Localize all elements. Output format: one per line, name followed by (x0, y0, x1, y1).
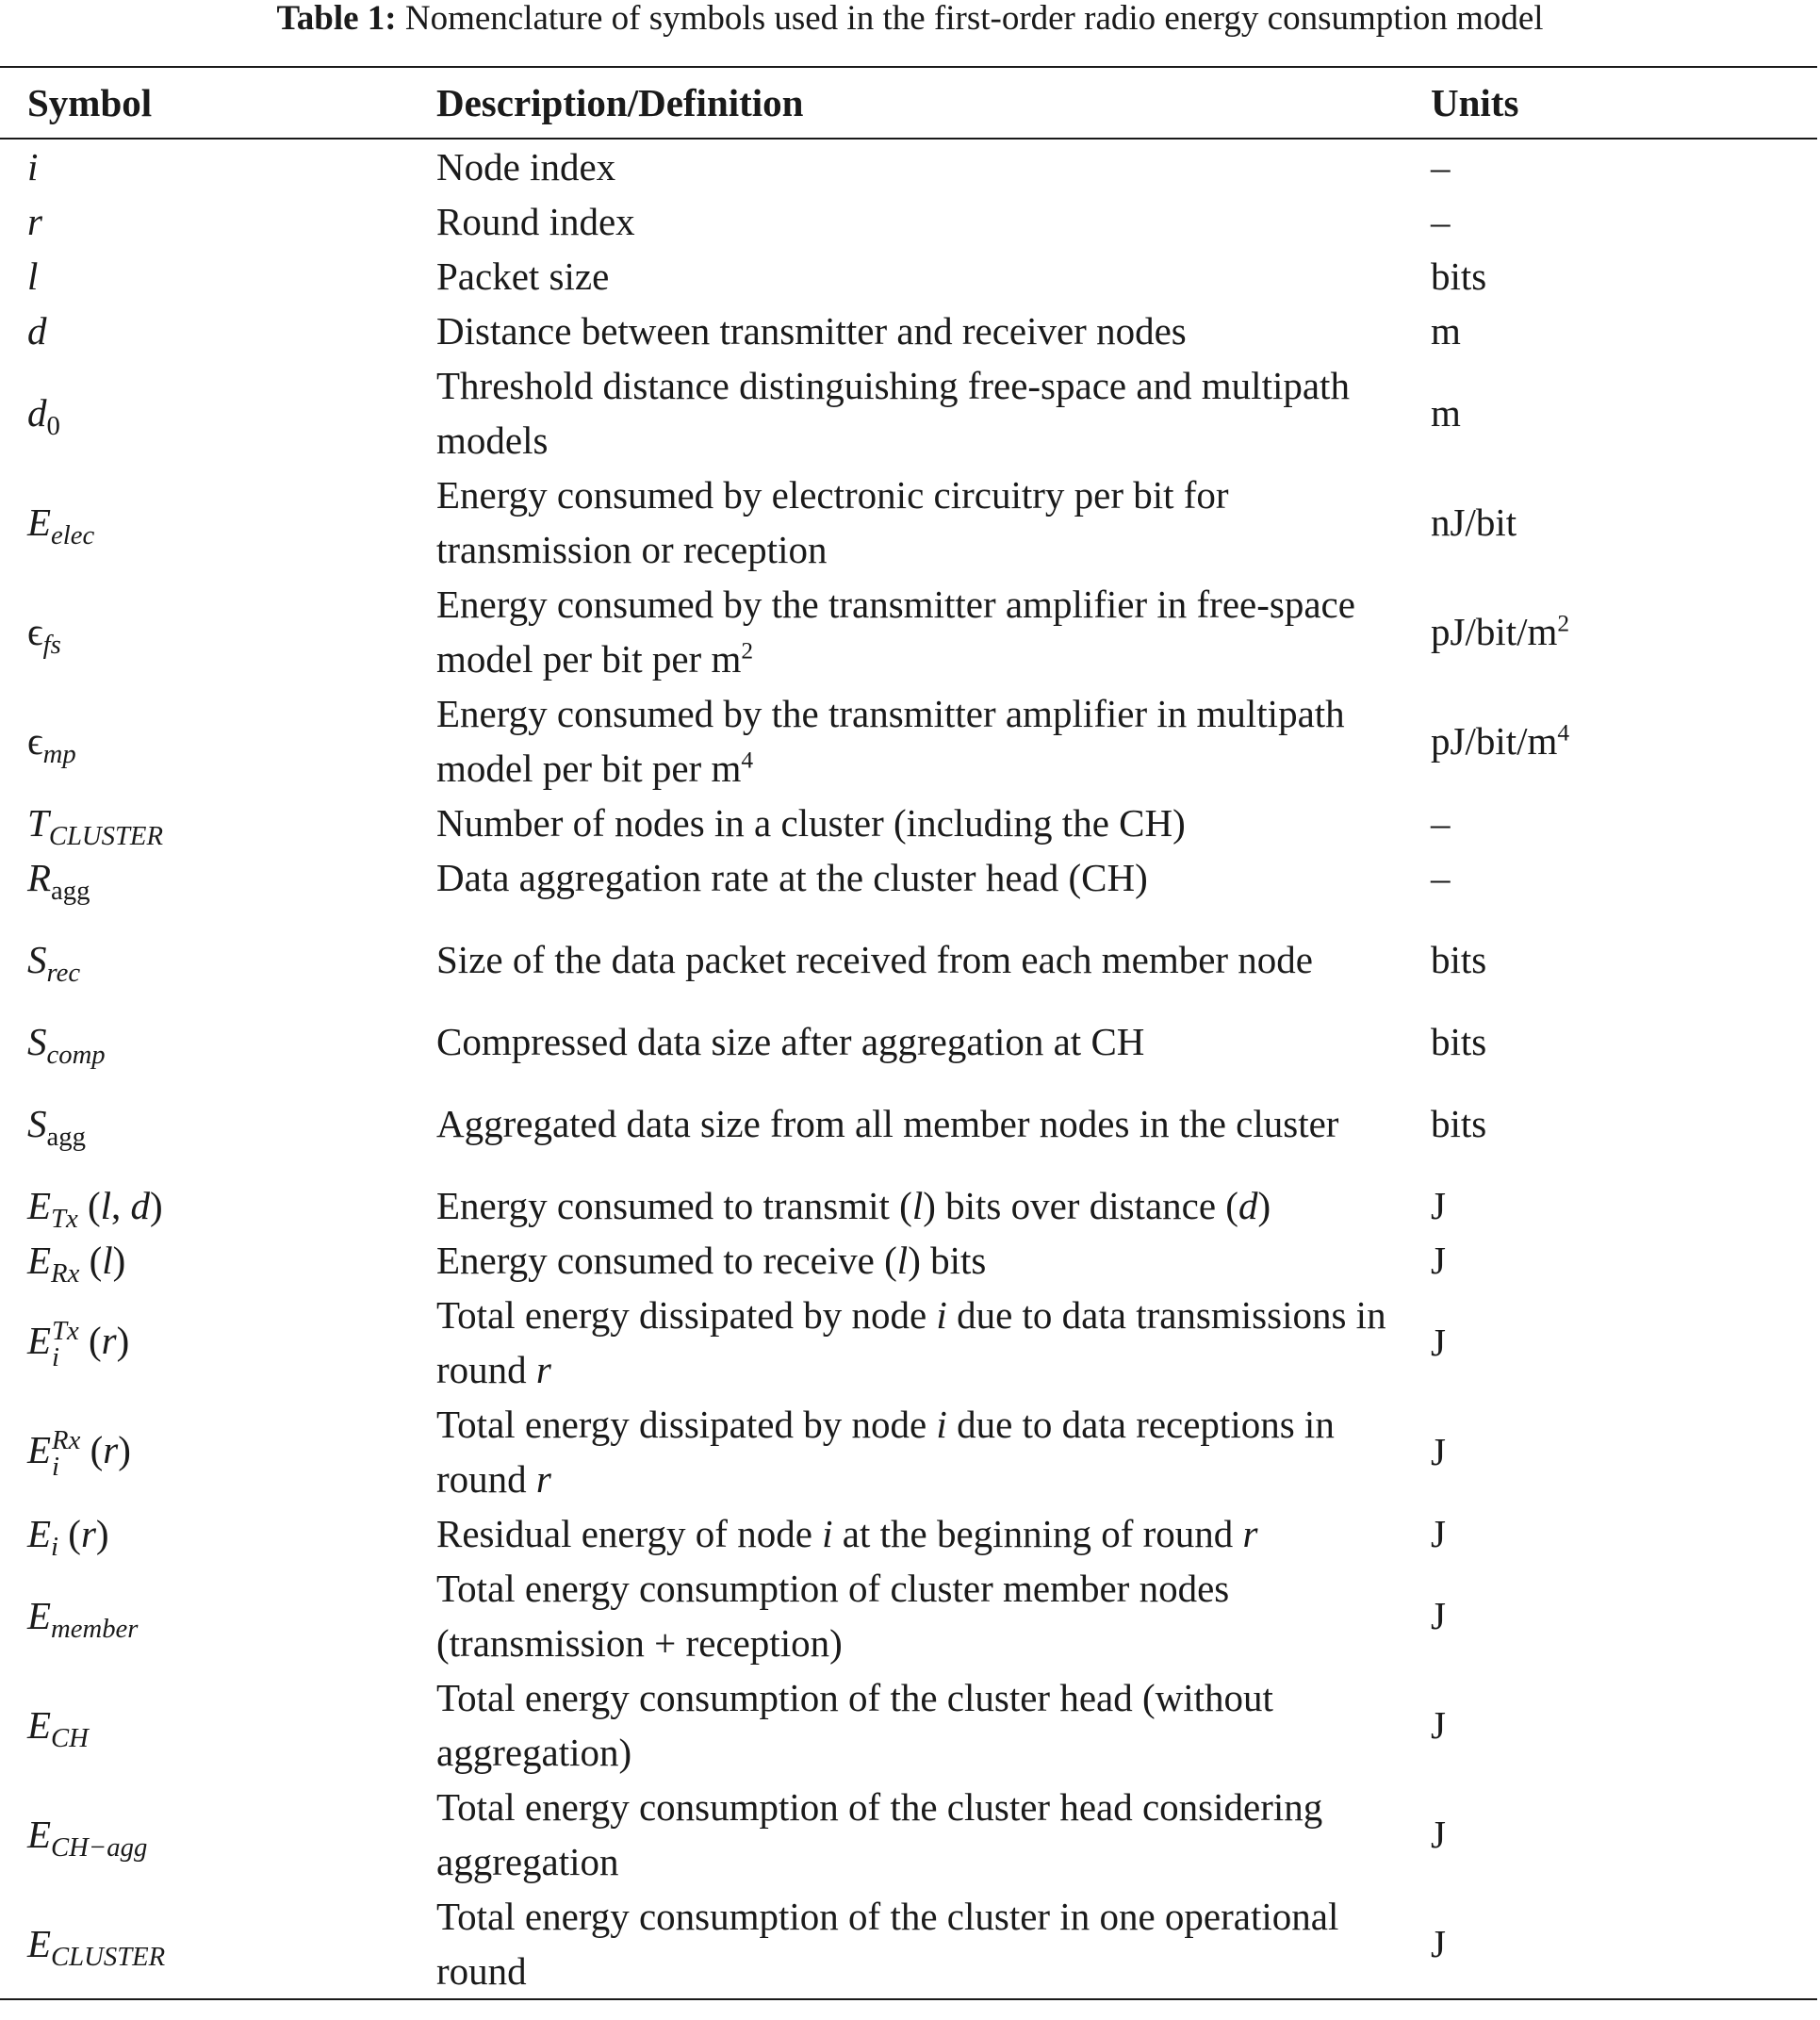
units-cell: J (1431, 1813, 1446, 1856)
units-cell: $pJ/bit/m^2$ (1431, 610, 1570, 653)
units-cell: bits (1431, 938, 1487, 981)
description-cell: Residual energy of node i at the beginning of round r (436, 1512, 1258, 1555)
header-row (0, 67, 1817, 139)
description-cell: Data aggregation rate at the cluster head (CH) (436, 856, 1148, 899)
table-row (0, 194, 1817, 249)
table-row (0, 577, 1817, 686)
symbol-cell: l (27, 255, 39, 298)
table-row (0, 304, 1817, 358)
description-cell: Energy consumed by the transmitter amplifier in free-space model per bit per $m^2$ (436, 583, 1355, 681)
units-cell: bits (1431, 1020, 1487, 1063)
symbol-cell: i (27, 145, 39, 189)
symbol-cell: $E_{CH}$ (27, 1703, 89, 1754)
table-row (0, 358, 1817, 468)
symbol-cell: $R_{agg}$ (27, 856, 90, 907)
description-cell: Threshold distance distinguishing free-space and multipath models (436, 364, 1350, 462)
symbol-cell: r (27, 200, 42, 243)
units-cell: J (1431, 1430, 1446, 1473)
header-symbol: Symbol (0, 67, 436, 139)
header-description: Description/Definition (436, 67, 1431, 139)
units-cell: – (1431, 856, 1451, 899)
description-cell: Energy consumed to transmit (l) bits over distance (d) (436, 1184, 1271, 1227)
symbol-cell: E Tx i (r) (27, 1315, 130, 1373)
description-cell: Size of the data packet received from each member node (436, 938, 1314, 981)
table-row (0, 850, 1817, 905)
units-cell: J (1431, 1321, 1446, 1364)
units-cell: nJ/bit (1431, 501, 1517, 544)
units-cell: – (1431, 145, 1451, 189)
units-cell: m (1431, 309, 1461, 353)
units-cell: J (1431, 1594, 1446, 1637)
table-row (0, 1069, 1817, 1178)
symbol-cell: $E_{CLUSTER}$ (27, 1922, 166, 1973)
description-cell: Total energy consumption of the cluster head (without aggregation) (436, 1676, 1273, 1774)
units-cell: bits (1431, 255, 1487, 298)
description-cell: Aggregated data size from all member nodes in the cluster (436, 1102, 1339, 1145)
table-caption-text: Nomenclature of symbols used in the first-order radio energy consumption model (404, 0, 1544, 38)
units-cell: $pJ/bit/m^4$ (1431, 719, 1570, 763)
units-cell: m (1431, 391, 1461, 435)
units-cell: J (1431, 1184, 1446, 1227)
table-row (0, 139, 1817, 194)
table-row (0, 1397, 1817, 1506)
units-cell: – (1431, 200, 1451, 243)
description-cell: Compressed data size after aggregation at CH (436, 1020, 1145, 1063)
symbol-cell: $E_i$ (r) (27, 1512, 109, 1563)
description-cell: Total energy consumption of the cluster in one operational round (436, 1895, 1339, 1993)
description-cell: Node index (436, 145, 616, 189)
description-cell: Round index (436, 200, 635, 243)
table-caption-label: Table 1: (276, 0, 397, 38)
description-cell: Number of nodes in a cluster (including the CH) (436, 801, 1186, 845)
symbol-cell: $E_{Tx}$ (l, d) (27, 1184, 163, 1235)
table-row (0, 1889, 1817, 1999)
description-cell: Distance between transmitter and receiver nodes (436, 309, 1187, 353)
table-row (0, 1506, 1817, 1561)
description-cell: Energy consumed to receive (l) bits (436, 1239, 987, 1282)
description-cell: Energy consumed by electronic circuitry per bit for transmission or reception (436, 473, 1229, 571)
symbol-cell: $S_{agg}$ (27, 1102, 86, 1153)
description-cell: Total energy consumption of the cluster head considering aggregation (436, 1785, 1323, 1883)
description-cell: Packet size (436, 255, 610, 298)
units-cell: bits (1431, 1102, 1487, 1145)
table-row (0, 1561, 1817, 1670)
symbol-cell: $E_{elec}$ (27, 501, 95, 551)
units-cell: J (1431, 1922, 1446, 1965)
description-cell: Total energy dissipated by node i due to data receptions in round r (436, 1403, 1335, 1501)
table-row (0, 1233, 1817, 1288)
symbol-cell: $E_{member}$ (27, 1594, 139, 1645)
symbol-cell: $S_{rec}$ (27, 938, 81, 989)
table-row (0, 468, 1817, 577)
units-cell: J (1431, 1239, 1446, 1282)
units-cell: J (1431, 1703, 1446, 1747)
table-caption (0, 0, 1820, 45)
table-row (0, 686, 1817, 796)
description-cell: Total energy consumption of cluster member nodes (transmission + reception) (436, 1567, 1230, 1665)
symbol-cell: d (27, 309, 47, 353)
nomenclature-table (0, 66, 1817, 2000)
symbol-cell: $\epsilon_{mp}$ (27, 719, 76, 770)
description-cell: Energy consumed by the transmitter amplifier in multipath model per bit per $m^4$ (436, 692, 1345, 790)
table-row (0, 1178, 1817, 1233)
symbol-cell: $T_{CLUSTER}$ (27, 801, 163, 852)
symbol-cell: $S_{comp}$ (27, 1020, 106, 1071)
table-row (0, 905, 1817, 1014)
table-row (0, 1288, 1817, 1397)
symbol-cell: $d_0$ (27, 391, 60, 442)
units-cell: J (1431, 1512, 1446, 1555)
symbol-cell: E Rx i (r) (27, 1424, 131, 1483)
units-cell: – (1431, 801, 1451, 845)
description-cell: Total energy dissipated by node i due to data transmissions in round r (436, 1293, 1386, 1391)
table-row (0, 1780, 1817, 1889)
symbol-cell: $\epsilon_{fs}$ (27, 610, 61, 661)
table-row (0, 249, 1817, 304)
symbol-cell: $E_{CH-agg}$ (27, 1813, 148, 1864)
table-row (0, 796, 1817, 850)
header-units: Units (1431, 67, 1817, 139)
table-row (0, 1670, 1817, 1780)
symbol-cell: $E_{Rx}$ (l) (27, 1239, 126, 1289)
table-row (0, 1014, 1817, 1069)
